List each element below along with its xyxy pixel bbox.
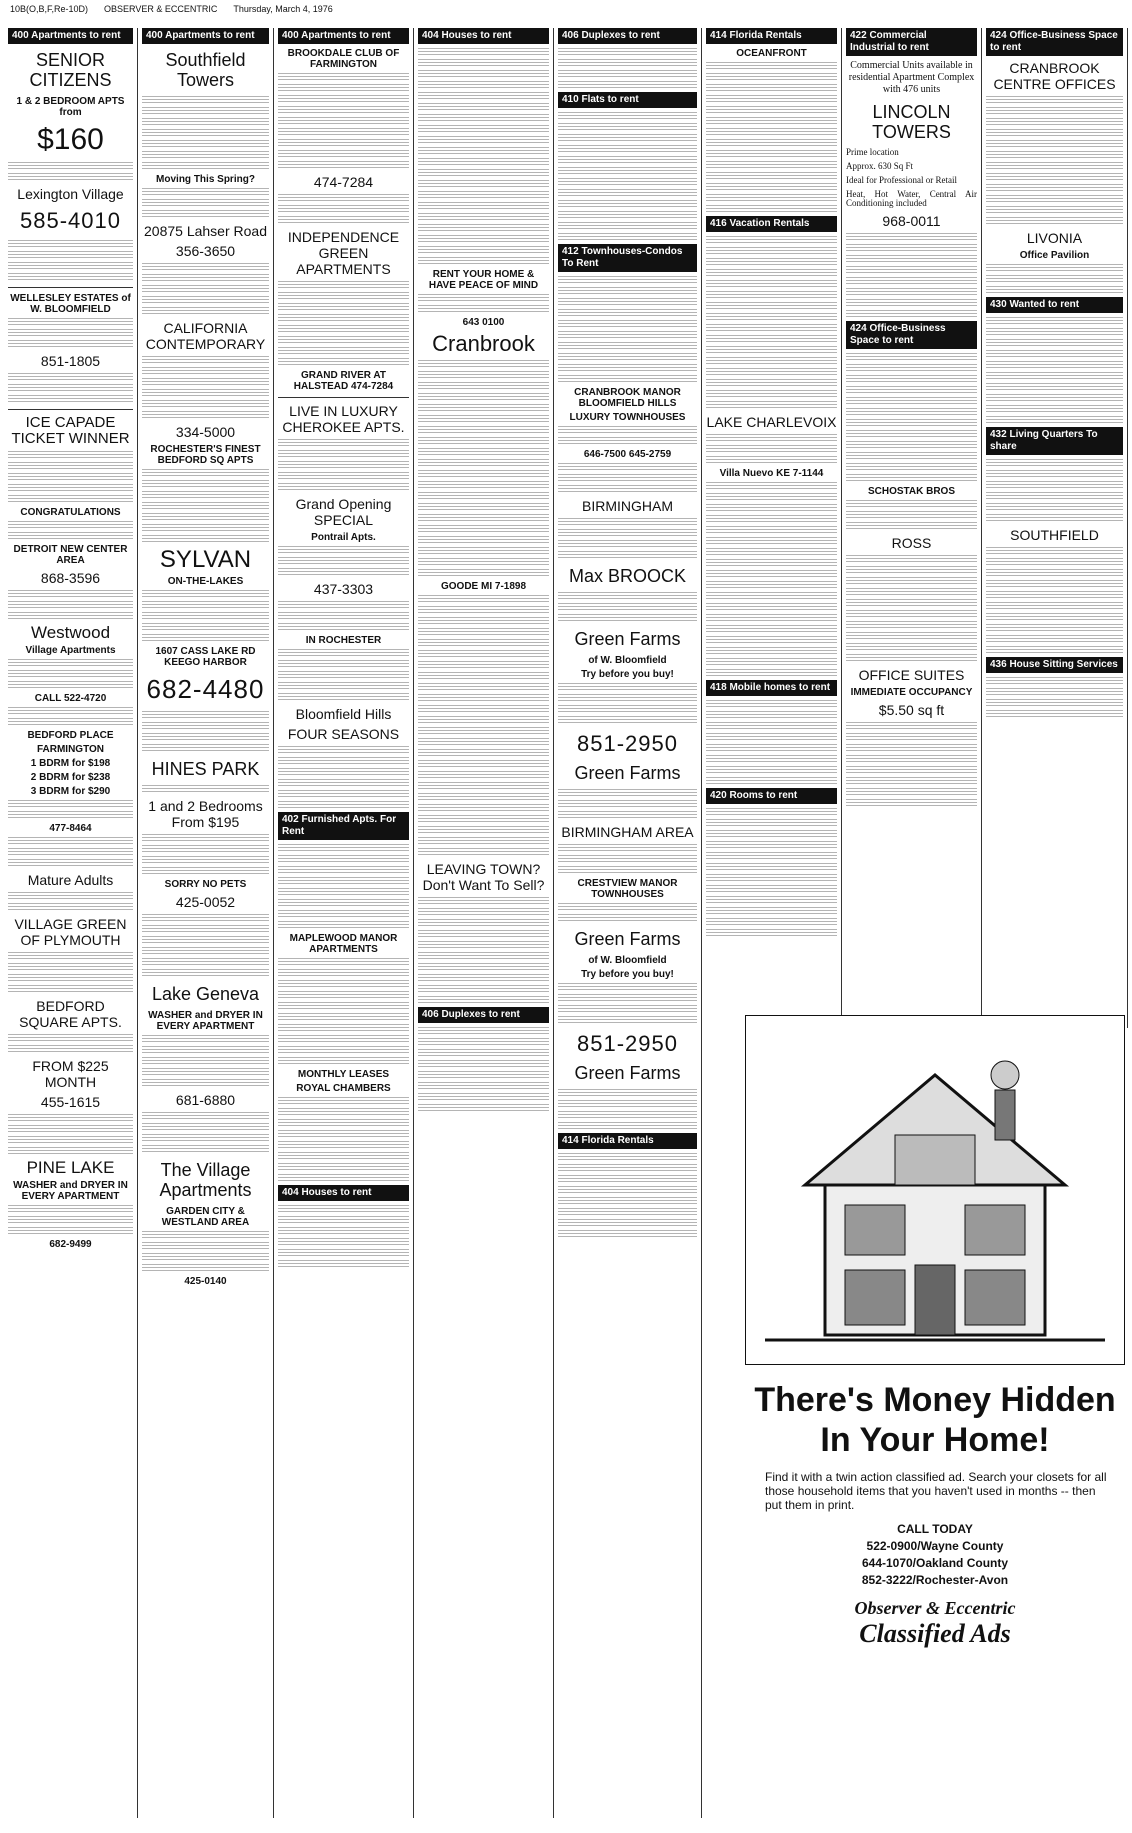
- column-3: 400 Apartments to rent BROOKDALE CLUB OF FARMINGTON 474-7284 INDEPENDENCE GREEN APARTMENTS GRAND RIVER AT HALSTEAD 474-7284 LIVE IN LUXURY CHEROKEE APTS. Grand Opening SPECIAL Pontrail Apts. 437-3303 IN ROCHESTER Bloomfield Hills FOUR SEASONS 402 Furnished Apts. For Rent MAPLEWOOD MANOR APARTMENTS MONTHLY LEASES ROYAL CHAMBERS 404 Houses to rent: [274, 28, 414, 1818]
- ad-title: SENIOR CITIZENS: [29, 50, 112, 90]
- section-header: 424 Office-Business Space to rent: [986, 28, 1123, 56]
- promo-body: Find it with a twin action classified ad. Search your closets for all those household items that you haven't used in months -- then put them in print.: [765, 1470, 1107, 1512]
- promo-headline: There's Money Hidden In Your Home!: [754, 1381, 1116, 1459]
- section-header: 400 Apartments to rent: [142, 28, 269, 44]
- issue-date: Thursday, March 4, 1976: [233, 4, 333, 14]
- brand-classified: Classified Ads: [859, 1619, 1011, 1648]
- house-illustration: [745, 1015, 1125, 1365]
- column-8: 424 Office-Business Space to rent CRANBROOK CENTRE OFFICES LIVONIA Office Pavilion 430 Wanted to rent 432 Living Quarters To share SOUTHFIELD 436 House Sitting Services: [982, 28, 1128, 1028]
- ad-phone: 585-4010: [20, 208, 121, 233]
- column-5: 406 Duplexes to rent 410 Flats to rent 412 Townhouses-Condos To Rent CRANBROOK MANOR BLOOMFIELD HILLS LUXURY TOWNHOUSES 646-7500 645-2759 BIRMINGHAM Max BROOCK Green Farms of W. Bloomfield Try before you buy! 851-2950 Green Farms BIRMINGHAM AREA CRESTVIEW MANOR TOWNHOUSES Green Farms of W. Bloomfield Try before you buy! 851-2950 Green Farms 414 Florida Rentals: [554, 28, 702, 1818]
- masthead: [0, 0, 1132, 16]
- section-header: 400 Apartments to rent: [278, 28, 409, 44]
- section-header: 422 Commercial Industrial to rent: [846, 28, 977, 56]
- section-header: 414 Florida Rentals: [706, 28, 837, 44]
- call-today: CALL TODAY: [897, 1522, 973, 1536]
- column-4: 404 Houses to rent RENT YOUR HOME & HAVE PEACE OF MIND 643 0100 Cranbrook GOODE MI 7-1898 LEAVING TOWN? Don't Want To Sell? 406 Duplexes to rent: [414, 28, 554, 1818]
- section-header: 406 Duplexes to rent: [558, 28, 697, 44]
- phone-wayne: 522-0900/Wayne County: [866, 1539, 1004, 1553]
- phone-rochester: 852-3222/Rochester-Avon: [861, 1573, 1009, 1587]
- paper-name: OBSERVER & ECCENTRIC: [104, 4, 218, 14]
- section-header: 404 Houses to rent: [418, 28, 549, 44]
- page-id: 10B(O,B,F,Re-10D): [10, 4, 89, 14]
- promo-ad: [745, 1380, 1125, 1649]
- column-2: 400 Apartments to rent Southfield Towers Moving This Spring? 20875 Lahser Road 356-3650 CALIFORNIA CONTEMPORARY 334-5000 ROCHESTER'S FINEST BEDFORD SQ APTS SYLVAN ON-THE-LAKES 1607 CASS LAKE RD KEEGO HARBOR 682-4480 HINES PARK 1 and 2 Bedrooms From $195 SORRY NO PETS 425-0052 Lake Geneva WASHER and DRYER IN EVERY APARTMENT 681-6880 The Village Apartments GARDEN CITY & WESTLAND AREA 425-0140: [138, 28, 274, 1818]
- section-header: 400 Apartments to rent: [8, 28, 133, 44]
- ad-price: $160: [37, 123, 104, 156]
- brand-logo: Observer & Eccentric: [854, 1598, 1016, 1618]
- column-7: 422 Commercial Industrial to rent Commercial Units available in residential Apartment Complex with 476 units LINCOLN TOWERS Prime location Approx. 630 Sq Ft Ideal for Professional or Retail Heat, Hot Water, Central Air Conditioning included 968-0011 424 Office-Business Space to rent SCHOSTAK BROS ROSS OFFICE SUITES IMMEDIATE OCCUPANCY $5.50 sq ft: [842, 28, 982, 1028]
- column-6: 414 Florida Rentals OCEANFRONT 416 Vacation Rentals LAKE CHARLEVOIX Villa Nuevo KE 7-1144 418 Mobile homes to rent 420 Rooms to rent: [702, 28, 842, 1028]
- phone-oakland: 644-1070/Oakland County: [861, 1556, 1009, 1570]
- column-1: 400 Apartments to rent SENIOR CITIZENS 1 & 2 BEDROOM APTS from $160 Lexington Village 585-4010 WELLESLEY ESTATES of W. BLOOMFIELD 851-1805 ICE CAPADE TICKET WINNER CONGRATULATIONS DETROIT NEW CENTER AREA 868-3596 Westwood Village Apartments CALL 522-4720 BEDFORD PLACE FARMINGTON 1 BDRM for $198 2 BDRM for $238 3 BDRM for $290 477-8464 Mature Adults VILLAGE GREEN OF PLYMOUTH BEDFORD SQUARE APTS. FROM $225 MONTH 455-1615 PINE LAKE WASHER and DRYER IN EVERY APARTMENT 682-9499: [4, 28, 138, 1818]
